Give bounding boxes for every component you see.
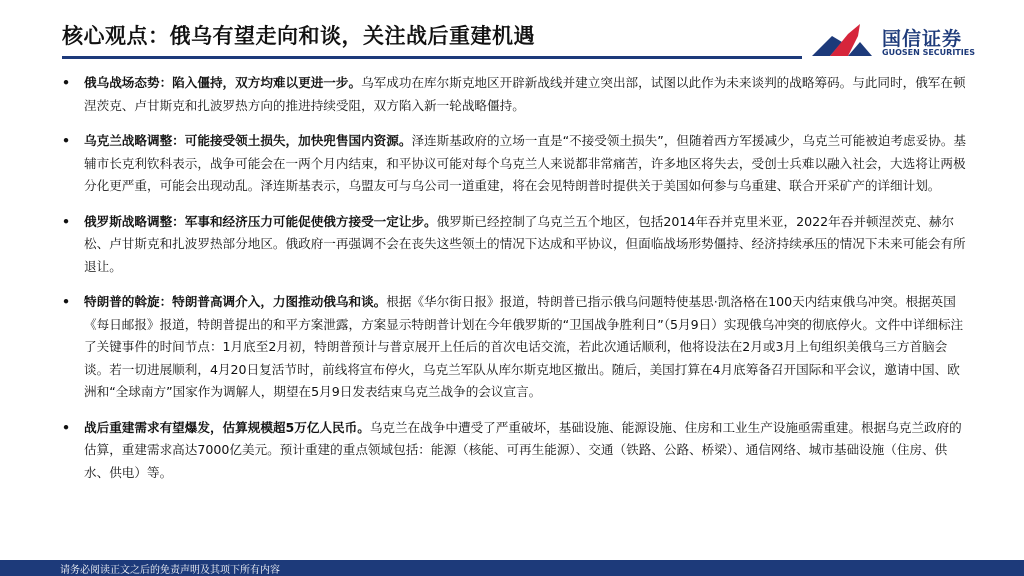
bullet-heading: 乌克兰战略调整：可能接受领土损失，加快兜售国内资源。 — [84, 133, 412, 148]
bullet-body: 乌军成功在库尔斯克地区开辟新战线并建立突出部，试图以此作为未来谈判的战略筹码。与此同时，俄军在顿涅茨克、卢甘斯克和扎波罗热方向的推进持续受阻，双方陷入新一轮战略僵持。 — [84, 75, 966, 113]
list-item — [62, 211, 970, 279]
guosen-logo-icon — [808, 22, 874, 58]
bullet-heading: 俄乌战场态势：陷入僵持，双方均难以更进一步。 — [84, 75, 362, 90]
page-header — [0, 0, 1024, 60]
title-underline — [62, 56, 802, 59]
bullet-body: 泽连斯基政府的立场一直是“不接受领土损失”，但随着西方军援减少，乌克兰可能被迫考虑妥协。基辅市长克利钦科表示，战争可能会在一两个月内结束，和平协议可能对每个乌克兰人来说都非常痛苦，许多地区将失去，受创士兵难以融入社会，大选将让两极分化更严重，可能会出现动乱。泽连斯基表示，乌盟友可与乌公司一道重建，将在会见特朗普时提供关于美国如何参与乌重建、联合开采矿产的详细计划。 — [84, 133, 967, 193]
list-item — [62, 72, 970, 117]
bullet-heading: 特朗普的斡旋：特朗普高调介入，力图推动俄乌和谈。 — [84, 294, 387, 309]
key-points-list — [62, 72, 970, 497]
bullet-marker: • — [62, 294, 71, 309]
logo-english-name: GUOSEN SECURITIES — [882, 48, 975, 57]
list-item — [62, 291, 970, 404]
company-logo — [808, 22, 1008, 58]
bullet-body: 根据《华尔街日报》报道，特朗普已指示俄乌问题特使基思·凯洛格在100天内结束俄乌冲突。根据英国《每日邮报》报道，特朗普提出的和平方案泄露，方案显示特朗普计划在今年俄罗斯的“卫国战争胜利日”（5月9日）实现俄乌冲突的彻底停火。文件中详细标注了关键事件的时间节点：1月底至2月初，特朗普预计与普京展开上任后的首次电话交流，若此次通话顺利，他将设法在2月或3月上旬组织美俄乌三方首脑会谈。若一切进展顺利，4月20日复活节时，前线将宣布停火，乌克兰军队从库尔斯克地区撤出。随后，美国打算在4月底筹备召开国际和平会议，邀请中国、欧洲和“全球南方”国家作为调解人，期望在5月9日发表结束乌克兰战争的会议宣言。 — [84, 294, 964, 399]
page-footer — [0, 560, 1024, 576]
list-item — [62, 130, 970, 198]
bullet-heading: 俄罗斯战略调整：军事和经济压力可能促使俄方接受一定让步。 — [84, 213, 437, 229]
bullet-marker: • — [62, 419, 71, 435]
list-item — [62, 417, 970, 485]
bullet-marker: • — [62, 75, 71, 90]
logo-chinese-name: 国信证券 — [882, 28, 963, 50]
bullet-body: 俄罗斯已经控制了乌克兰五个地区，包括2014年吞并克里米亚，2022年吞并顿涅茨克、赫尔松、卢甘斯克和扎波罗热部分地区。俄政府一再强调不会在丧失这些领土的情况下达成和平协议，但面临战场形势僵持、经济持续承压的情况下未来可能会有所退让。 — [84, 213, 966, 274]
footer-disclaimer: 请务必阅读正文之后的免责声明及其项下所有内容 — [60, 565, 280, 576]
page-title: 核心观点：俄乌有望走向和谈，关注战后重建机遇 — [62, 24, 535, 48]
bullet-heading: 战后重建需求有望爆发，估算规模超5万亿人民币。 — [84, 419, 370, 435]
bullet-marker: • — [62, 133, 71, 148]
bullet-marker: • — [62, 213, 71, 229]
bullet-body: 乌克兰在战争中遭受了严重破坏，基础设施、能源设施、住房和工业生产设施亟需重建。根据乌克兰政府的估算，重建需求高达7000亿美元。预计重建的重点领域包括：能源（核能、可再生能源）、交通（铁路、公路、桥梁）、通信网络、城市基础设施（住房、供水、供电）等。 — [84, 419, 962, 480]
